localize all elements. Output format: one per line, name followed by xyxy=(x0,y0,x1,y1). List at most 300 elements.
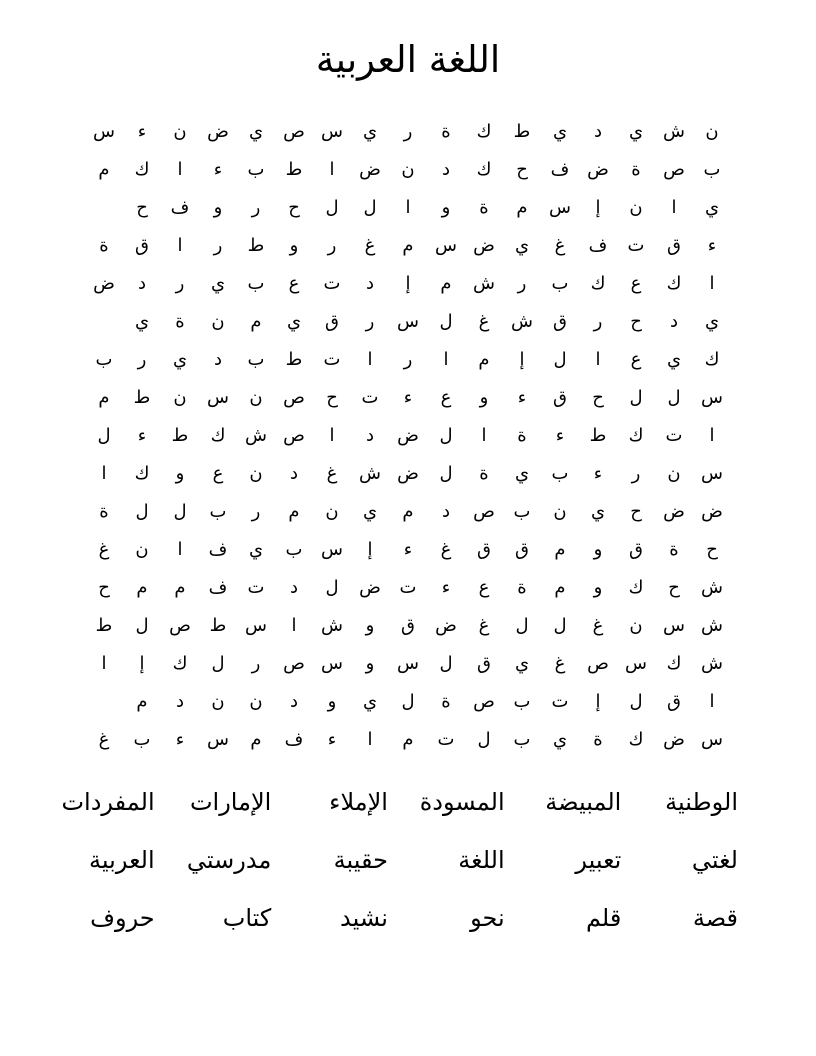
grid-cell: ي xyxy=(590,501,606,522)
grid-cell: ح xyxy=(630,501,642,522)
grid-cell: ا xyxy=(177,539,183,560)
grid-cell: ل xyxy=(97,425,111,446)
grid-cell: ق xyxy=(325,311,339,332)
word-search-grid xyxy=(85,113,731,759)
grid-cell: ط xyxy=(513,121,531,142)
grid-cell: ي xyxy=(514,235,530,256)
grid-cell: ش xyxy=(511,311,533,332)
grid-cell: ا xyxy=(177,159,183,180)
grid-cell: و xyxy=(327,691,337,712)
grid-cell: ش xyxy=(701,577,723,598)
grid-cell: ض xyxy=(93,273,115,294)
grid-cell: ي xyxy=(704,311,720,332)
grid-cell: ب xyxy=(551,273,569,294)
grid-cell: ل xyxy=(629,387,643,408)
grid-cell: س xyxy=(549,197,571,218)
grid-cell: س xyxy=(701,729,723,750)
grid-cell: ن xyxy=(705,121,719,142)
grid-cell: ش xyxy=(701,615,723,636)
grid-cell: ب xyxy=(703,159,721,180)
grid-cell: س xyxy=(397,311,419,332)
grid-cell: م xyxy=(440,273,452,294)
grid-cell: ص xyxy=(587,653,609,674)
grid-cell: ح xyxy=(668,577,680,598)
grid-cell: ن xyxy=(553,501,567,522)
grid-cell: ض xyxy=(359,577,381,598)
grid-cell: ر xyxy=(175,273,185,294)
grid-row xyxy=(85,569,731,607)
grid-cell: ض xyxy=(663,729,685,750)
grid-row xyxy=(85,189,731,227)
grid-cell: ء xyxy=(555,425,565,446)
grid-cell: ض xyxy=(397,425,419,446)
grid-cell: ق xyxy=(667,691,681,712)
grid-cell: م xyxy=(402,501,414,522)
grid-cell: ح xyxy=(706,539,718,560)
grid-cell: ق xyxy=(401,615,415,636)
grid-cell: ك xyxy=(476,159,492,180)
grid-cell: س xyxy=(93,121,115,142)
grid-cell: ب xyxy=(247,273,265,294)
grid-cell: د xyxy=(441,159,450,180)
word-item: تعبير xyxy=(575,846,622,874)
grid-cell: د xyxy=(669,311,678,332)
grid-cell: غ xyxy=(554,653,566,674)
grid-cell: إ xyxy=(367,539,373,560)
grid-cell: إ xyxy=(139,653,145,674)
grid-cell: ص xyxy=(283,653,305,674)
grid-cell: د xyxy=(289,691,298,712)
grid-cell: ط xyxy=(589,425,607,446)
grid-cell: م xyxy=(250,729,262,750)
grid-cell: س xyxy=(701,463,723,484)
grid-cell: ك xyxy=(628,425,644,446)
grid-cell: ل xyxy=(515,615,529,636)
word-item: الإمارات xyxy=(189,788,272,816)
grid-cell: ء xyxy=(213,159,223,180)
grid-cell: ح xyxy=(288,197,300,218)
grid-row xyxy=(85,379,731,417)
grid-cell: ط xyxy=(209,615,227,636)
grid-cell: ة xyxy=(441,691,451,712)
grid-cell: ب xyxy=(285,539,303,560)
grid-cell: ن xyxy=(401,159,415,180)
grid-cell: و xyxy=(365,615,375,636)
grid-cell: ش xyxy=(359,463,381,484)
grid-cell: ء xyxy=(403,387,413,408)
grid-cell: س xyxy=(321,653,343,674)
grid-cell: ض xyxy=(701,501,723,522)
grid-row xyxy=(85,531,731,569)
grid-cell: ق xyxy=(515,539,529,560)
grid-row xyxy=(85,265,731,303)
word-item: الإملاء xyxy=(329,788,388,816)
grid-cell: ع xyxy=(440,387,452,408)
grid-cell: ك xyxy=(134,463,150,484)
grid-cell: ك xyxy=(628,729,644,750)
word-item: نحو xyxy=(470,904,505,932)
grid-cell: ت xyxy=(665,425,683,446)
grid-cell: ا xyxy=(481,425,487,446)
grid-cell: م xyxy=(516,197,528,218)
grid-cell: ا xyxy=(101,463,107,484)
grid-cell: ر xyxy=(251,653,261,674)
word-row xyxy=(38,838,738,896)
grid-cell: ح xyxy=(630,311,642,332)
grid-cell: ك xyxy=(476,121,492,142)
grid-cell: س xyxy=(321,539,343,560)
grid-cell: ب xyxy=(209,501,227,522)
grid-cell: ي xyxy=(362,121,378,142)
grid-cell: م xyxy=(136,577,148,598)
grid-cell: ي xyxy=(286,311,302,332)
grid-cell: ص xyxy=(473,691,495,712)
grid-cell: ض xyxy=(473,235,495,256)
grid-cell: ل xyxy=(363,197,377,218)
grid-cell: ا xyxy=(177,235,183,256)
word-item: مدرستي xyxy=(186,846,272,874)
grid-cell: و xyxy=(289,235,299,256)
grid-cell: ي xyxy=(248,121,264,142)
grid-cell: و xyxy=(479,387,489,408)
grid-cell: ص xyxy=(283,387,305,408)
grid-cell: ف xyxy=(170,197,190,218)
grid-cell: ن xyxy=(211,691,225,712)
grid-cell: ن xyxy=(173,121,187,142)
grid-cell: ء xyxy=(441,577,451,598)
grid-cell: ن xyxy=(249,691,263,712)
grid-row xyxy=(85,151,731,189)
grid-cell: ي xyxy=(514,653,530,674)
grid-cell: ك xyxy=(134,159,150,180)
grid-cell: د xyxy=(593,121,602,142)
grid-cell: ص xyxy=(283,425,305,446)
grid-cell: ت xyxy=(627,235,645,256)
grid-cell: ب xyxy=(513,729,531,750)
grid-cell: د xyxy=(365,425,374,446)
grid-cell: و xyxy=(593,577,603,598)
word-item: نشيد xyxy=(340,904,388,932)
grid-cell: ء xyxy=(593,463,603,484)
grid-cell: م xyxy=(98,387,110,408)
grid-cell: ل xyxy=(211,653,225,674)
grid-cell: ل xyxy=(477,729,491,750)
page-title: اللغة العربية xyxy=(315,38,501,81)
word-row xyxy=(38,780,738,838)
grid-cell: ن xyxy=(211,311,225,332)
grid-cell: ق xyxy=(477,653,491,674)
word-item: اللغة xyxy=(458,846,505,874)
grid-cell: ر xyxy=(403,349,413,370)
grid-cell: ع xyxy=(212,463,224,484)
grid-cell: ل xyxy=(401,691,415,712)
grid-cell: ك xyxy=(666,273,682,294)
grid-cell: ق xyxy=(553,311,567,332)
grid-row xyxy=(85,455,731,493)
grid-cell: ب xyxy=(95,349,113,370)
word-row xyxy=(38,896,738,954)
grid-cell: ل xyxy=(667,387,681,408)
grid-cell: ي xyxy=(362,691,378,712)
grid-cell: ب xyxy=(513,501,531,522)
grid-cell: ط xyxy=(171,425,189,446)
grid-cell: ن xyxy=(325,501,339,522)
grid-cell: ر xyxy=(251,197,261,218)
grid-cell: و xyxy=(213,197,223,218)
grid-cell: و xyxy=(441,197,451,218)
grid-cell: غ xyxy=(592,615,604,636)
grid-cell: ا xyxy=(443,349,449,370)
grid-cell: ح xyxy=(136,197,148,218)
grid-cell: ش xyxy=(663,121,685,142)
grid-cell: غ xyxy=(98,539,110,560)
grid-cell: ي xyxy=(628,121,644,142)
grid-cell: ن xyxy=(629,615,643,636)
grid-cell: ن xyxy=(173,387,187,408)
grid-cell: م xyxy=(174,577,186,598)
grid-cell: ك xyxy=(210,425,226,446)
grid-cell: ي xyxy=(210,273,226,294)
grid-cell: ق xyxy=(629,539,643,560)
grid-cell: ل xyxy=(325,577,339,598)
grid-cell: ض xyxy=(207,121,229,142)
word-item: الوطنية xyxy=(665,788,738,816)
grid-cell: و xyxy=(593,539,603,560)
grid-cell: ط xyxy=(285,349,303,370)
grid-cell: ف xyxy=(208,539,228,560)
grid-cell: ي xyxy=(362,501,378,522)
grid-cell: ص xyxy=(663,159,685,180)
grid-cell: ت xyxy=(323,273,341,294)
grid-cell: ء xyxy=(175,729,185,750)
grid-cell: ر xyxy=(365,311,375,332)
grid-cell: د xyxy=(289,463,298,484)
grid-row xyxy=(85,493,731,531)
grid-cell: د xyxy=(441,501,450,522)
grid-cell: ة xyxy=(517,425,527,446)
grid-cell: غ xyxy=(478,615,490,636)
grid-cell: ا xyxy=(329,159,335,180)
grid-cell: ض xyxy=(587,159,609,180)
grid-cell: س xyxy=(321,121,343,142)
grid-cell: ة xyxy=(517,577,527,598)
grid-cell: د xyxy=(137,273,146,294)
grid-cell: م xyxy=(554,539,566,560)
grid-cell: س xyxy=(435,235,457,256)
grid-cell: ل xyxy=(553,349,567,370)
word-item: قلم xyxy=(585,904,622,932)
grid-cell: ر xyxy=(593,311,603,332)
grid-cell: إ xyxy=(405,273,411,294)
grid-cell: م xyxy=(288,501,300,522)
grid-cell: د xyxy=(365,273,374,294)
grid-cell: س xyxy=(207,387,229,408)
grid-cell: ب xyxy=(133,729,151,750)
grid-cell: إ xyxy=(595,691,601,712)
grid-cell: ء xyxy=(137,425,147,446)
grid-cell: ا xyxy=(405,197,411,218)
grid-cell: ل xyxy=(553,615,567,636)
grid-cell: ة xyxy=(669,539,679,560)
grid-cell: ء xyxy=(707,235,717,256)
grid-cell: ة xyxy=(593,729,603,750)
grid-cell: ا xyxy=(671,197,677,218)
grid-cell: ا xyxy=(595,349,601,370)
grid-cell: ل xyxy=(135,615,149,636)
grid-cell: ت xyxy=(551,691,569,712)
grid-cell: ا xyxy=(709,273,715,294)
grid-cell: ي xyxy=(704,197,720,218)
grid-cell: ض xyxy=(435,615,457,636)
grid-cell: ل xyxy=(173,501,187,522)
grid-cell: ك xyxy=(172,653,188,674)
grid-cell: ل xyxy=(439,653,453,674)
grid-cell: ي xyxy=(552,729,568,750)
grid-cell: ل xyxy=(135,501,149,522)
grid-cell: ر xyxy=(213,235,223,256)
grid-row xyxy=(85,417,731,455)
word-item: العربية xyxy=(89,846,155,874)
grid-cell: ء xyxy=(327,729,337,750)
grid-cell: ي xyxy=(172,349,188,370)
grid-cell: ت xyxy=(361,387,379,408)
grid-cell: ن xyxy=(629,197,643,218)
grid-cell: د xyxy=(175,691,184,712)
grid-cell: ض xyxy=(359,159,381,180)
grid-cell: ة xyxy=(99,235,109,256)
grid-cell: ء xyxy=(403,539,413,560)
word-item: كتاب xyxy=(222,904,272,932)
grid-cell: ك xyxy=(590,273,606,294)
grid-cell: س xyxy=(625,653,647,674)
grid-cell: ا xyxy=(367,729,373,750)
grid-cell: ر xyxy=(631,463,641,484)
word-item: حقيبة xyxy=(333,846,388,874)
grid-cell: ء xyxy=(517,387,527,408)
grid-cell: ص xyxy=(169,615,191,636)
grid-cell: ل xyxy=(325,197,339,218)
grid-cell: غ xyxy=(478,311,490,332)
grid-cell: ح xyxy=(592,387,604,408)
grid-cell: م xyxy=(402,729,414,750)
grid-cell: إ xyxy=(595,197,601,218)
grid-cell: س xyxy=(245,615,267,636)
grid-cell: ك xyxy=(704,349,720,370)
grid-cell: س xyxy=(701,387,723,408)
grid-cell: غ xyxy=(98,729,110,750)
grid-cell: ر xyxy=(137,349,147,370)
grid-cell: ف xyxy=(284,729,304,750)
grid-cell: ع xyxy=(288,273,300,294)
grid-cell: غ xyxy=(326,463,338,484)
grid-cell: ا xyxy=(101,653,107,674)
grid-cell: ن xyxy=(667,463,681,484)
word-item: حروف xyxy=(90,904,155,932)
word-item: لغتي xyxy=(691,846,738,874)
grid-cell: ر xyxy=(517,273,527,294)
grid-cell: ش xyxy=(473,273,495,294)
grid-cell: س xyxy=(397,653,419,674)
grid-cell: ر xyxy=(403,121,413,142)
grid-cell: ك xyxy=(666,653,682,674)
grid-cell: ق xyxy=(135,235,149,256)
grid-cell: ن xyxy=(135,539,149,560)
grid-row xyxy=(85,645,731,683)
grid-cell: ش xyxy=(245,425,267,446)
grid-row xyxy=(85,227,731,265)
grid-cell: م xyxy=(402,235,414,256)
grid-cell: ي xyxy=(514,463,530,484)
grid-cell: ا xyxy=(709,691,715,712)
grid-cell: د xyxy=(213,349,222,370)
grid-cell: ض xyxy=(397,463,419,484)
grid-cell: ش xyxy=(701,653,723,674)
grid-cell: م xyxy=(554,577,566,598)
grid-cell: ع xyxy=(478,577,490,598)
grid-cell: ح xyxy=(326,387,338,408)
grid-cell: إ xyxy=(519,349,525,370)
grid-cell: ع xyxy=(630,349,642,370)
grid-cell: ف xyxy=(588,235,608,256)
grid-cell: ن xyxy=(249,463,263,484)
grid-cell: ر xyxy=(327,235,337,256)
grid-cell: د xyxy=(289,577,298,598)
grid-cell: ف xyxy=(208,577,228,598)
grid-cell: ة xyxy=(441,121,451,142)
word-item: المبيضة xyxy=(545,788,622,816)
grid-cell: ب xyxy=(551,463,569,484)
grid-cell: ط xyxy=(133,387,151,408)
word-list xyxy=(38,780,738,954)
word-item: المفردات xyxy=(61,788,155,816)
grid-cell: م xyxy=(136,691,148,712)
grid-cell: غ xyxy=(440,539,452,560)
grid-cell: ط xyxy=(95,615,113,636)
grid-cell: ا xyxy=(709,425,715,446)
grid-cell: ح xyxy=(516,159,528,180)
grid-cell: ط xyxy=(247,235,265,256)
grid-cell: ت xyxy=(437,729,455,750)
grid-cell: ل xyxy=(629,691,643,712)
grid-cell: ص xyxy=(473,501,495,522)
grid-cell: س xyxy=(207,729,229,750)
grid-cell: و xyxy=(175,463,185,484)
grid-row xyxy=(85,341,731,379)
grid-row xyxy=(85,607,731,645)
grid-cell: ل xyxy=(439,463,453,484)
grid-cell: ة xyxy=(99,501,109,522)
grid-cell: ء xyxy=(137,121,147,142)
grid-cell: غ xyxy=(364,235,376,256)
grid-row xyxy=(85,303,731,341)
grid-cell: ة xyxy=(631,159,641,180)
grid-cell: م xyxy=(478,349,490,370)
grid-cell: ل xyxy=(439,425,453,446)
grid-cell: ض xyxy=(663,501,685,522)
word-item: قصة xyxy=(692,904,738,932)
grid-cell: ش xyxy=(321,615,343,636)
grid-cell: ا xyxy=(367,349,373,370)
grid-cell: ي xyxy=(666,349,682,370)
grid-cell: ي xyxy=(134,311,150,332)
grid-cell: م xyxy=(250,311,262,332)
grid-cell: ت xyxy=(247,577,265,598)
grid-cell: ب xyxy=(247,159,265,180)
grid-row xyxy=(85,721,731,759)
grid-cell: ة xyxy=(479,197,489,218)
grid-row xyxy=(85,113,731,151)
grid-cell: ر xyxy=(251,501,261,522)
